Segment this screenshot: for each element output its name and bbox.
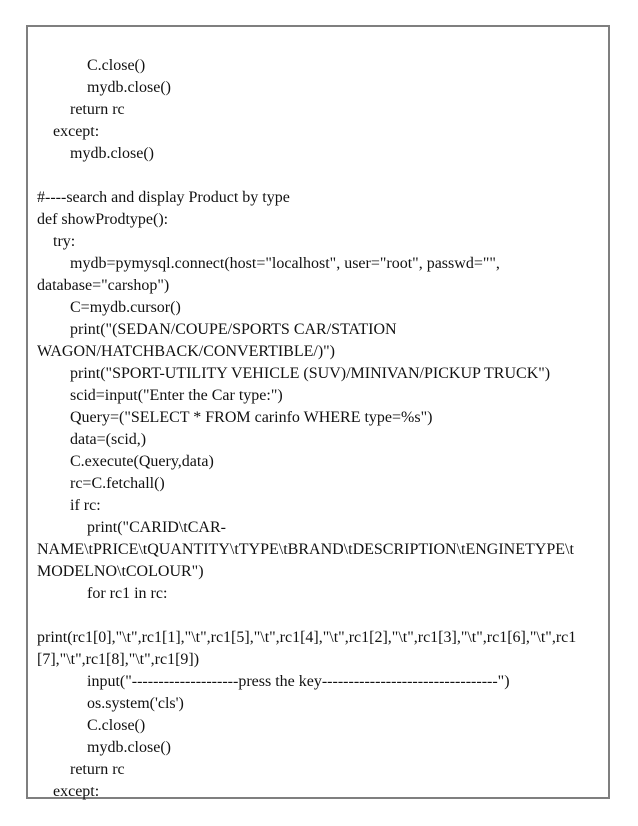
function-def-line: def showProdtype(): bbox=[37, 211, 169, 228]
code-line: mydb=pymysql.connect(host="localhost", user="root", passwd="", bbox=[70, 255, 500, 272]
code-line: mydb.close() bbox=[70, 145, 154, 162]
code-line: C.execute(Query,data) bbox=[70, 453, 214, 470]
code-line: return rc bbox=[70, 101, 125, 118]
code-line: print("(SEDAN/COUPE/SPORTS CAR/STATION bbox=[70, 321, 397, 338]
code-line: print("CARID\tCAR- bbox=[87, 519, 226, 536]
code-line: mydb.close() bbox=[87, 79, 171, 96]
code-line: C=mydb.cursor() bbox=[70, 299, 181, 316]
code-line: os.system('cls') bbox=[87, 695, 184, 712]
code-listing bbox=[37, 55, 607, 803]
comment-line: #----search and display Product by type bbox=[37, 189, 290, 206]
code-line: C.close() bbox=[87, 717, 146, 734]
code-line: Query=("SELECT * FROM carinfo WHERE type=%s") bbox=[70, 409, 433, 426]
code-line: for rc1 in rc: bbox=[87, 585, 168, 602]
code-line-wrap: MODELNO\tCOLOUR") bbox=[37, 563, 204, 580]
code-line: C.close() bbox=[87, 57, 146, 74]
code-line-wrap: print(rc1[0],"\t",rc1[1],"\t",rc1[5],"\t",rc1[4],"\t",rc1[2],"\t",rc1[3],"\t",rc1[6],"\t",rc1 bbox=[37, 629, 577, 646]
code-line: print("SPORT-UTILITY VEHICLE (SUV)/MINIVAN/PICKUP TRUCK") bbox=[70, 365, 551, 382]
code-line: except: bbox=[53, 123, 100, 140]
code-line: if rc: bbox=[70, 497, 101, 514]
code-line: rc=C.fetchall() bbox=[70, 475, 165, 492]
code-line: input("--------------------press the key---------------------------------") bbox=[87, 673, 510, 690]
code-line-wrap: [7],"\t",rc1[8],"\t",rc1[9]) bbox=[37, 651, 200, 668]
blank-line bbox=[37, 165, 607, 187]
code-line-wrap: WAGON/HATCHBACK/CONVERTIBLE/)") bbox=[37, 343, 335, 360]
code-line-wrap: database="carshop") bbox=[37, 277, 170, 294]
code-line: scid=input("Enter the Car type:") bbox=[70, 387, 283, 404]
code-line: return rc bbox=[70, 761, 125, 778]
code-line: data=(scid,) bbox=[70, 431, 147, 448]
code-line-wrap: NAME\tPRICE\tQUANTITY\tTYPE\tBRAND\tDESCRIPTION\tENGINETYPE\t bbox=[37, 541, 574, 558]
blank-line bbox=[37, 605, 607, 627]
code-line: except: bbox=[53, 783, 100, 800]
code-line: try: bbox=[53, 233, 76, 250]
code-line: mydb.close() bbox=[87, 739, 171, 756]
